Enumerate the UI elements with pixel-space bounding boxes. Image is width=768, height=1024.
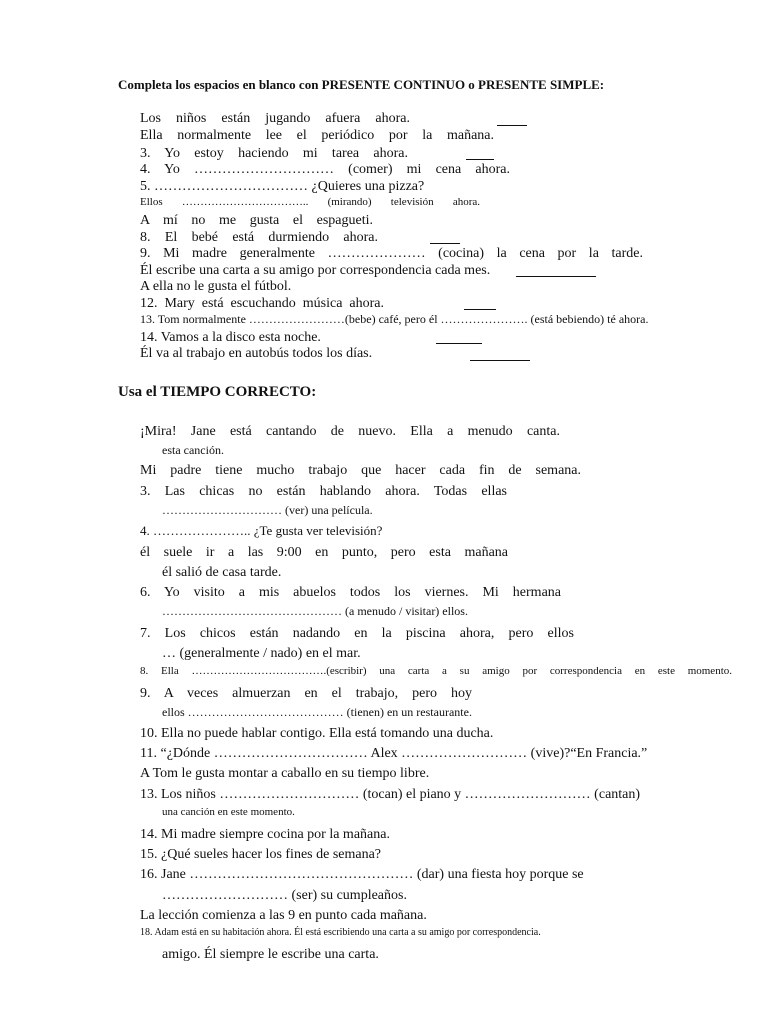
- exercise-line-33: A Tom le gusta montar a caballo en su tiempo libre.: [140, 766, 430, 781]
- exercise-line-4: 4. Yo ………………………… (comer) mi cena ahora.: [140, 162, 510, 177]
- exercise-line-32: 11. “¿Dónde …………………………… Alex ……………………… (vive)?“En Francia.”: [140, 746, 648, 761]
- exercise-line-34: 13. Los niños ………………………… (tocan) el piano y ……………………… (cantan): [140, 787, 641, 802]
- exercise-line-25: ……………………………………… (a menudo / visitar) ellos.: [162, 604, 468, 618]
- answer-blank: [464, 309, 496, 310]
- exercise-line-8: 8. El bebé está durmiendo ahora.: [140, 230, 378, 245]
- exercise-line-31: 10. Ella no puede hablar contigo. Ella está tomando una ducha.: [140, 726, 494, 741]
- exercise-line-11: A ella no le gusta el fútbol.: [140, 279, 292, 294]
- exercise-line-14: 14. Vamos a la disco esta noche.: [140, 330, 321, 345]
- exercise-line-17: esta canción.: [162, 443, 224, 457]
- exercise-line-19: 3. Las chicas no están hablando ahora. Todas ellas: [140, 484, 507, 499]
- exercise-line-30: ellos ………………………………… (tienen) en un restaurante.: [162, 705, 472, 719]
- exercise-line-21: 4. ………………….. ¿Te gusta ver televisión?: [140, 523, 383, 538]
- exercise-line-42: amigo. Él siempre le escribe una carta.: [162, 947, 379, 962]
- exercise-line-15: Él va al trabajo en autobús todos los días.: [140, 346, 373, 361]
- section1-heading: Completa los espacios en blanco con PRESENTE CONTINUO o PRESENTE SIMPLE:: [118, 77, 605, 92]
- exercise-line-18: Mi padre tiene mucho trabajo que hacer cada fin de semana.: [140, 463, 581, 478]
- exercise-line-20: ………………………… (ver) una película.: [162, 503, 373, 517]
- answer-blank: [470, 360, 530, 361]
- exercise-line-27: … (generalmente / nado) en el mar.: [162, 646, 361, 661]
- exercise-line-26: 7. Los chicos están nadando en la piscina ahora, pero ellos: [140, 626, 574, 641]
- exercise-line-10: Él escribe una carta a su amigo por correspondencia cada mes.: [140, 263, 491, 278]
- answer-blank: [516, 276, 596, 277]
- exercise-line-6: Ellos …………………………….. (mirando) televisión ahora.: [140, 196, 480, 208]
- exercise-line-3: 3. Yo estoy haciendo mi tarea ahora.: [140, 146, 408, 161]
- exercise-line-36: 14. Mi madre siempre cocina por la mañana.: [140, 827, 390, 842]
- exercise-line-29: 9. A veces almuerzan en el trabajo, pero hoy: [140, 686, 472, 701]
- answer-blank: [436, 343, 482, 344]
- exercise-line-37: 15. ¿Qué sueles hacer los fines de semana?: [140, 847, 382, 862]
- exercise-line-38: 16. Jane ………………………………………… (dar) una fiesta hoy porque se: [140, 867, 584, 882]
- exercise-line-28: 8. Ella ……………………………….(escribir) una carta a su amigo por correspondencia en este momento.: [140, 665, 732, 677]
- exercise-line-2: Ella normalmente lee el periódico por la mañana.: [140, 128, 494, 143]
- exercise-line-40: La lección comienza a las 9 en punto cada mañana.: [140, 908, 427, 923]
- exercise-line-24: 6. Yo visito a mis abuelos todos los viernes. Mi hermana: [140, 585, 561, 600]
- exercise-line-13: 13. Tom normalmente ……………………(bebe) café, pero él …………………. (está bebiendo) té ahora.: [140, 312, 649, 326]
- exercise-line-16: ¡Mira! Jane está cantando de nuevo. Ella a menudo canta.: [140, 424, 560, 439]
- exercise-line-9: 9. Mi madre generalmente ………………… (cocina) la cena por la tarde.: [140, 246, 643, 261]
- exercise-line-12: 12. Mary está escuchando música ahora.: [140, 296, 384, 311]
- answer-blank: [466, 159, 494, 160]
- exercise-line-23: él salió de casa tarde.: [162, 565, 282, 580]
- exercise-line-7: A mí no me gusta el espagueti.: [140, 213, 373, 228]
- answer-blank: [430, 243, 460, 244]
- exercise-line-39: ……………………… (ser) su cumpleaños.: [162, 888, 407, 903]
- exercise-line-35: una canción en este momento.: [162, 806, 295, 818]
- exercise-line-5: 5. …………………………… ¿Quieres una pizza?: [140, 179, 425, 194]
- section2-heading: Usa el TIEMPO CORRECTO:: [118, 384, 317, 400]
- exercise-line-1: Los niños están jugando afuera ahora.: [140, 111, 410, 126]
- exercise-line-41: 18. Adam está en su habitación ahora. Él está escribiendo una carta a su amigo por correspondencia.: [140, 927, 541, 938]
- answer-blank: [497, 125, 527, 126]
- exercise-line-22: él suele ir a las 9:00 en punto, pero esta mañana: [140, 545, 508, 560]
